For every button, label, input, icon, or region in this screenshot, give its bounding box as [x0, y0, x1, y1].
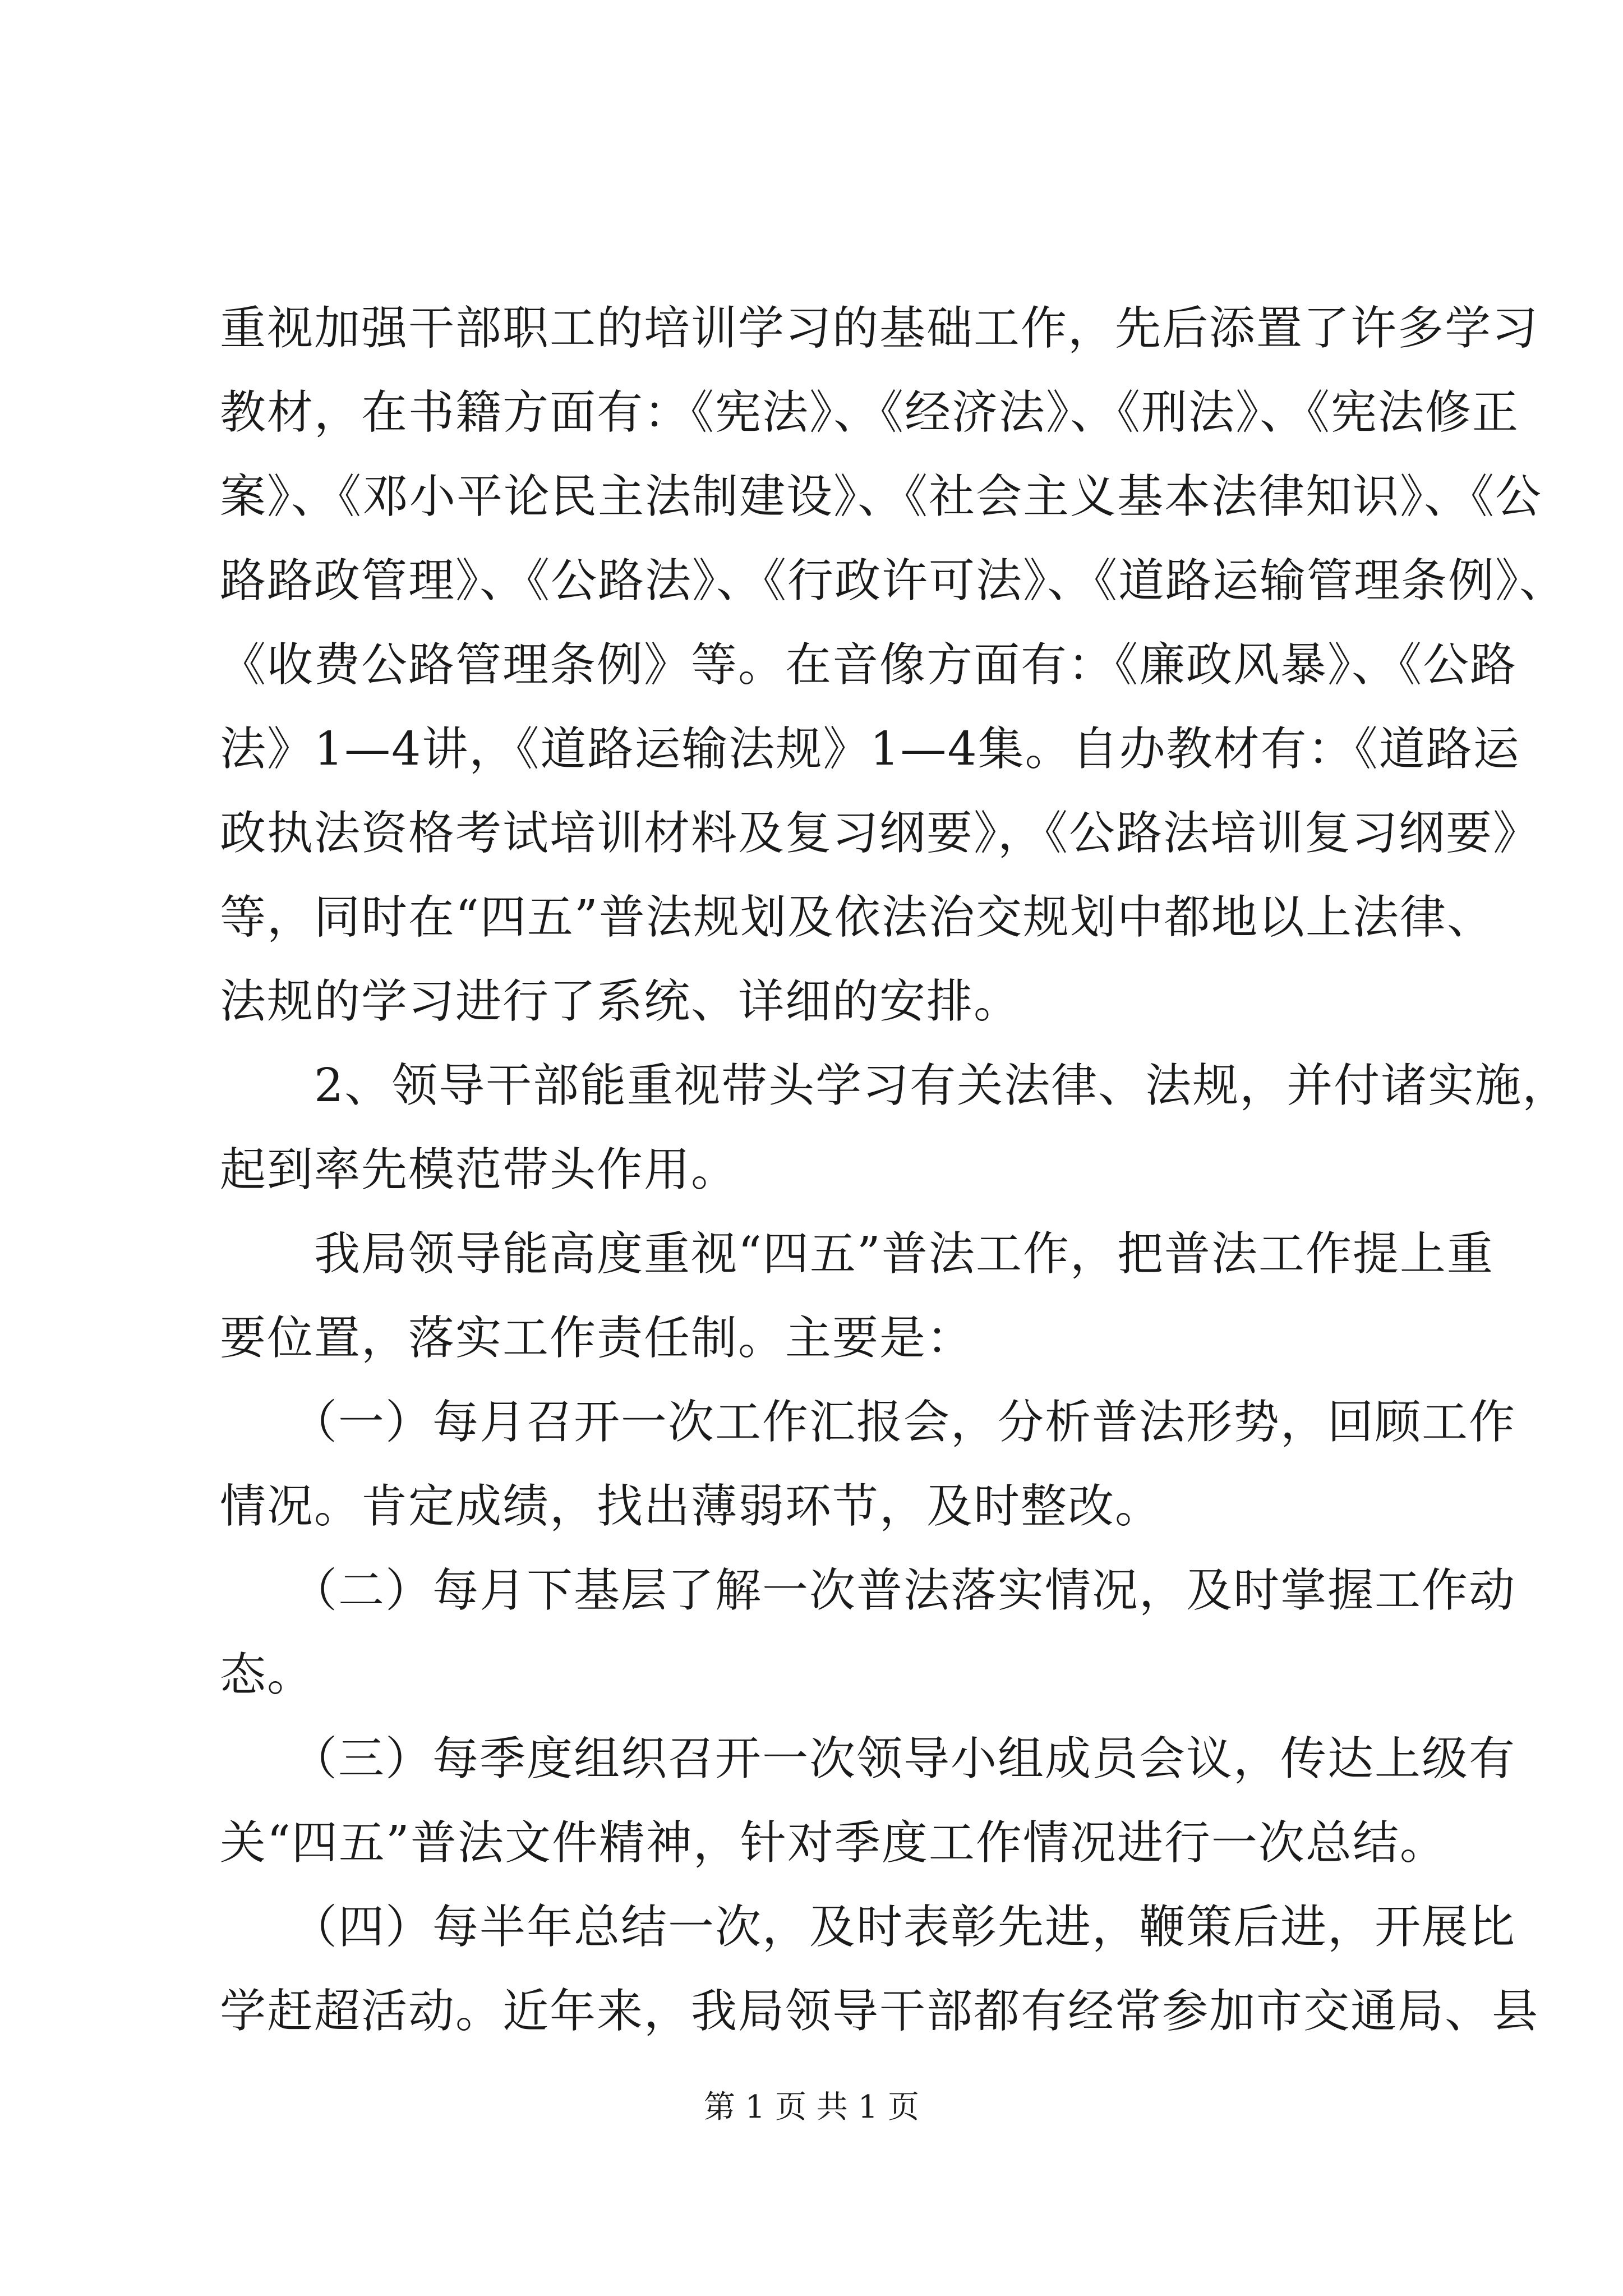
body-line-7: 政执法资格考试培训材料及复习纲要》，《公路法培训复习纲要》 — [220, 807, 1541, 860]
body-line-19: 关“四五”普法文件精神，针对季度工作情况进行一次总结。 — [220, 1816, 1447, 1870]
body-line-5: 《收费公路管理条例》等。在音像方面有：《廉政风暴》、《公路 — [220, 638, 1518, 692]
body-line-3: 案》、《邓小平论民主法制建设》、《社会主义基本法律知识》、《公 — [220, 470, 1543, 523]
body-line-15: 情况。肯定成绩，找出薄弱环节，及时整改。 — [220, 1480, 1163, 1533]
body-line-17: 态。 — [220, 1648, 315, 1701]
body-line-12: 我局领导能高度重视“四五”普法工作，把普法工作提上重 — [220, 1227, 1494, 1281]
body-line-14: （一）每月召开一次工作汇报会，分析普法形势，回顾工作 — [220, 1396, 1516, 1449]
body-line-18: （三）每季度组织召开一次领导小组成员会议，传达上级有 — [220, 1732, 1516, 1786]
body-line-13: 要位置，落实工作责任制。主要是： — [220, 1312, 974, 1365]
body-line-16: （二）每月下基层了解一次普法落实情况，及时掌握工作动 — [220, 1564, 1516, 1617]
body-line-4: 路路政管理》、《公路法》、《行政许可法》、《道路运输管理条例》、 — [220, 554, 1567, 608]
body-line-8: 等，同时在“四五”普法规划及依法治交规划中都地以上法律、 — [220, 891, 1494, 944]
body-line-11: 起到率先模范带头作用。 — [220, 1143, 739, 1197]
body-line-20: （四）每半年总结一次，及时表彰先进，鞭策后进，开展比 — [220, 1901, 1516, 1954]
body-line-9: 法规的学习进行了系统、详细的安排。 — [220, 975, 1021, 1028]
body-line-10: 2、领导干部能重视带头学习有关法律、法规，并付诸实施， — [220, 1059, 1570, 1112]
body-line-1: 重视加强干部职工的培训学习的基础工作，先后添置了许多学习 — [220, 302, 1539, 355]
body-line-21: 学赶超活动。近年来，我局领导干部都有经常参加市交通局、县 — [220, 1985, 1539, 2038]
body-line-2: 教材，在书籍方面有：《宪法》、《经济法》、《刑法》、《宪法修正 — [220, 386, 1520, 439]
body-line-6: 法》1—4讲，《道路运输法规》1—4集。自办教材有：《道路运 — [220, 723, 1520, 776]
page-number-footer: 第 1 页 共 1 页 — [703, 2089, 920, 2125]
